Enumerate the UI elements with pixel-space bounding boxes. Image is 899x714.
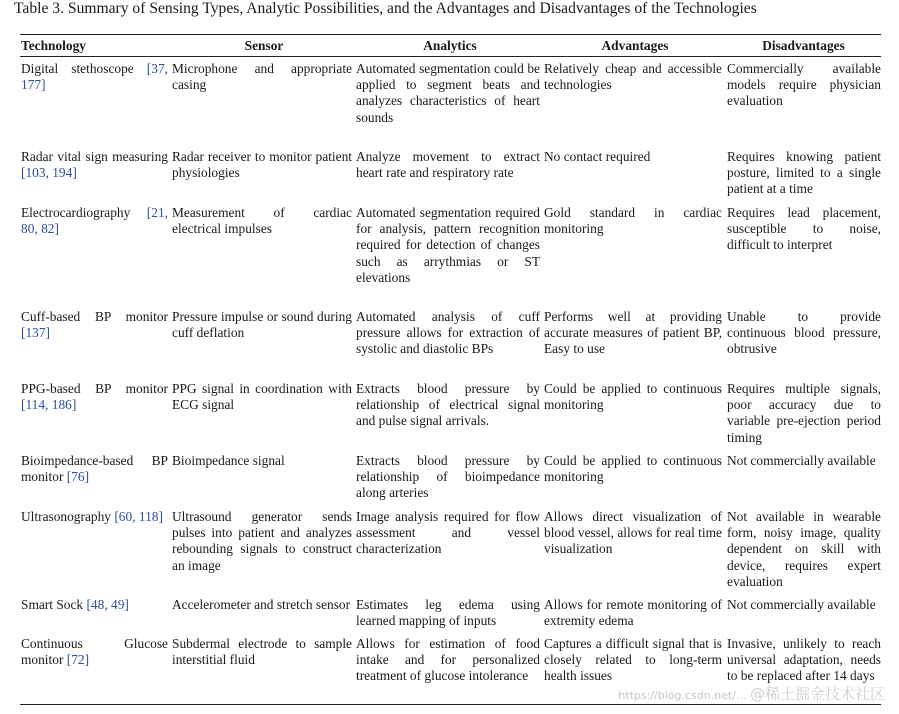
header-advantages: Advantages (601, 37, 669, 53)
cell-sensor: Pressure impulse or sound during cuff deflation (172, 309, 352, 341)
bottom-rule (20, 704, 881, 705)
summary-table (20, 36, 881, 701)
watermark-logo: @稀土掘金技术社区 (749, 685, 885, 703)
cell-analytics: Automated segmentation could be applied to segment beats and analyzes characteristics of heart sounds (356, 61, 540, 125)
cell-advantages: No contact required (544, 149, 651, 164)
header-sensor: Sensor (244, 37, 284, 53)
cell-disadvantages: Not commercially available (727, 597, 876, 612)
cell-sensor: Bioimpedance signal (172, 453, 285, 468)
citation-link[interactable]: [76] (66, 469, 90, 485)
citation-link[interactable]: [72] (66, 652, 90, 668)
cell-sensor: Accelerometer and stretch sensor (172, 597, 351, 612)
cell-disadvantages: Requires knowing patient posture, limited to a single patient at a time (727, 149, 881, 197)
cell-analytics: Allows for estimation of food intake and for personalized treatment of glucose intolerance (356, 636, 540, 684)
citation-link[interactable]: [103, 194] (21, 165, 77, 181)
cell-advantages: Could be applied to continuous monitoring (544, 381, 722, 413)
table-row (20, 448, 881, 504)
technology-name: Ultrasonography (21, 509, 115, 524)
cell-advantages: Allows for remote monitoring of extremity edema (544, 597, 722, 629)
cell-advantages: Performs well at providing accurate measures of patient BP, Easy to use (544, 309, 722, 357)
table-row (20, 56, 881, 144)
cell-disadvantages: Not available in wearable form, noisy image, quality dependent on skill with device, requires expert evaluation (727, 509, 881, 589)
citation-link[interactable]: [48, 49] (86, 597, 129, 612)
technology-name: Cuff-based BP monitor (21, 309, 168, 324)
cell-sensor: Measurement of cardiac electrical impulses (172, 205, 352, 237)
technology-name: Radar vital sign measuring (21, 149, 168, 164)
technology-name: Smart Sock (21, 597, 87, 612)
cell-sensor: Microphone and appropriate casing (172, 61, 352, 93)
cell-analytics: Automated analysis of cuff pressure allows for extraction of systolic and diastolic BPs (356, 309, 540, 357)
cell-disadvantages: Not commercially available (727, 453, 876, 468)
cell-disadvantages: Unable to provide continuous blood pressure, obtrusive (727, 309, 881, 357)
cell-technology (20, 376, 172, 448)
table-row (20, 504, 881, 592)
cell-technology (20, 592, 172, 631)
citation-link[interactable]: [114, 186] (21, 397, 77, 413)
cell-advantages: Captures a difficult signal that is closely related to long-term health issues (544, 636, 722, 684)
technology-name: PPG-based BP monitor (21, 381, 168, 396)
cell-analytics: Automated segmentation required for analysis, pattern recognition required for detection of changes such as arrythmias or ST elevations (356, 205, 540, 285)
citation-link[interactable]: [37, 177] (21, 61, 168, 93)
cell-analytics: Image analysis required for flow assessment and vessel characterization (356, 509, 540, 557)
cell-technology (20, 631, 172, 701)
table-row (20, 592, 881, 631)
cell-technology (20, 448, 172, 504)
table-row (20, 376, 881, 448)
cell-technology (20, 200, 172, 304)
cell-technology (20, 504, 172, 592)
cell-advantages: Allows direct visualization of blood vessel, allows for real time visualization (544, 509, 722, 557)
cell-sensor: Ultrasound generator sends pulses into patient and analyzes rebounding signals to construct an image (172, 509, 352, 573)
cell-disadvantages: Invasive, unlikely to reach universal adaptation, needs to be replaced after 14 days (727, 636, 881, 684)
cell-sensor: PPG signal in coordination with ECG signal (172, 381, 352, 413)
cell-sensor: Radar receiver to monitor patient physiologies (172, 149, 352, 181)
table-caption: Table 3. Summary of Sensing Types, Analytic Possibilities, and the Advantages and Disadvantages of the Technologies (14, 0, 757, 17)
cell-advantages: Gold standard in cardiac monitoring (544, 205, 722, 237)
header-disadvantages: Disadvantages (762, 37, 845, 53)
technology-name: Electrocardiography (21, 205, 147, 220)
cell-analytics: Estimates leg edema using learned mapping of inputs (356, 597, 540, 629)
cell-sensor: Subdermal electrode to sample interstitial fluid (172, 636, 352, 668)
citation-link[interactable]: [21, 80, 82] (21, 205, 168, 237)
header-technology: Technology (21, 37, 86, 53)
table-row (20, 200, 881, 304)
technology-name: Bioimpedance-based BP monitor (21, 453, 168, 485)
watermark (618, 683, 885, 704)
header-analytics: Analytics (423, 37, 477, 53)
citation-link[interactable]: [137] (21, 325, 51, 341)
table-row (20, 304, 881, 376)
cell-technology (20, 56, 172, 144)
cell-analytics: Extracts blood pressure by relationship of bioimpedance along arteries (356, 453, 540, 501)
table-row (20, 144, 881, 200)
cell-advantages: Relatively cheap and accessible technologies (544, 61, 722, 93)
cell-disadvantages: Requires multiple signals, poor accuracy due to variable pre-ejection period timing (727, 381, 881, 445)
table-header-row (20, 36, 881, 56)
cell-advantages: Could be applied to continuous monitoring (544, 453, 722, 485)
cell-disadvantages: Requires lead placement, susceptible to noise, difficult to interpret (727, 205, 881, 253)
cell-analytics: Extracts blood pressure by relationship of electrical signal and pulse signal arrivals. (356, 381, 540, 429)
technology-name: Continuous Glucose monitor (21, 636, 168, 668)
watermark-url: https://blog.csdn.net/... (618, 689, 747, 702)
cell-technology (20, 144, 172, 200)
citation-link[interactable]: [60, 118] (114, 509, 163, 524)
technology-name: Digital stethoscope (21, 61, 147, 76)
cell-disadvantages: Commercially available models require physician evaluation (727, 61, 881, 109)
table-body (20, 56, 881, 701)
cell-analytics: Analyze movement to extract heart rate and respiratory rate (356, 149, 540, 181)
cell-technology (20, 304, 172, 376)
